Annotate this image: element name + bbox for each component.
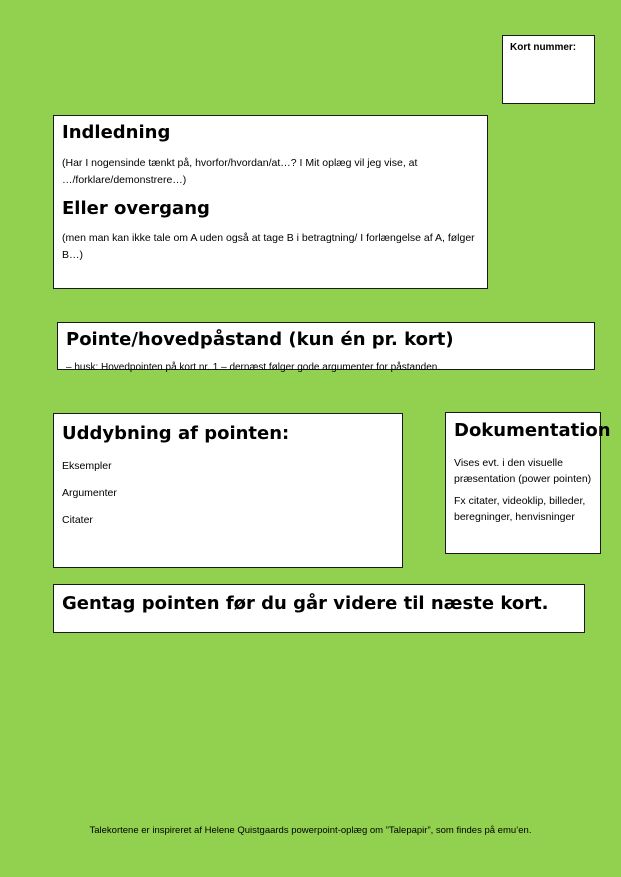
documentation-box (445, 412, 611, 554)
transition-heading: Eller overgang (62, 197, 210, 219)
footer-note: Talekortene er inspireret af Helene Quistgaards powerpoint-oplæg om ”Talepapir”, som findes på emu’en. (89, 825, 532, 836)
list-item: Argumenter (62, 486, 117, 499)
point-text: – husk: Hovedpointen på kort nr. 1 – dernæst følger gode argumenter for påstanden. (66, 361, 441, 373)
elaboration-heading: Uddybning af pointen: (62, 423, 290, 444)
card-number-label: Kort nummer: (510, 42, 577, 53)
intro-heading: Indledning (62, 122, 171, 143)
point-heading: Pointe/hovedpåstand (kun én pr. kort) (66, 329, 454, 350)
documentation-text-1: Vises evt. i den visuelle præsentation (power pointen) (454, 456, 592, 485)
repeat-text: Gentag pointen før du går videre til næste kort. (62, 593, 549, 614)
intro-text: (Har I nogensinde tænkt på, hvorfor/hvordan/at…? I Mit oplæg vil jeg vise, at …/forklare/demonstrere…) (62, 156, 418, 186)
card-number-box[interactable] (502, 35, 595, 104)
documentation-heading: Dokumentation (454, 420, 611, 441)
documentation-text-2: Fx citater, videoklip, billeder, beregninger, henvisninger (454, 494, 586, 523)
point-box (57, 322, 595, 373)
list-item: Eksempler (62, 459, 112, 472)
repeat-box (53, 584, 585, 633)
list-item: Citater (62, 513, 93, 526)
elaboration-box (53, 413, 403, 568)
intro-box (53, 115, 488, 289)
transition-text: (men man kan ikke tale om A uden også at tage B i betragtning/ I forlængelse af A, følger B…) (62, 232, 475, 261)
